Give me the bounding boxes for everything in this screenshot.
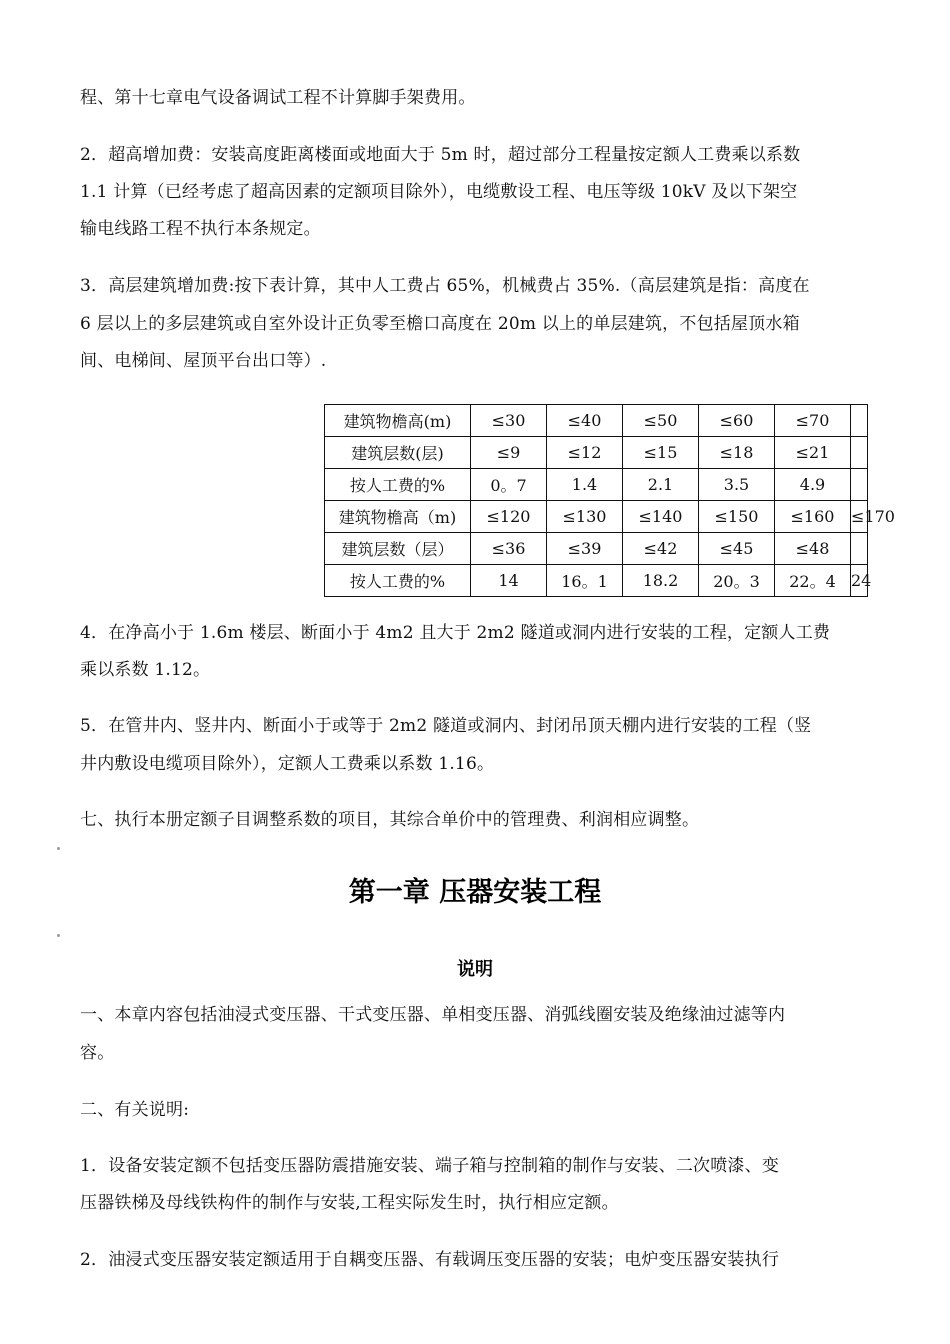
paragraph-line: 程、第十七章电气设备调试工程不计算脚手架费用。: [80, 88, 476, 108]
table-cell: ≤45: [699, 533, 775, 565]
table-cell: ≤36: [471, 533, 547, 565]
table-cell: ≤21: [775, 437, 851, 469]
table-cell: ≤60: [699, 405, 775, 437]
table-cell: [851, 437, 868, 469]
paragraph-line: 压器铁梯及母线铁构件的制作与安装,工程实际发生时，执行相应定额。: [80, 1193, 619, 1213]
table-row: [325, 437, 868, 469]
table-cell: ≤39: [547, 533, 623, 565]
table-cell: 4.9: [775, 469, 851, 501]
table-cell: [851, 469, 868, 501]
table-row-header: 建筑物檐高(m): [325, 405, 471, 437]
paragraph-line: 1.1 计算（已经考虑了超高因素的定额项目除外），电缆敷设工程、电压等级 10kV 及以下架空: [80, 182, 798, 202]
table-row-header: 按人工费的%: [325, 469, 471, 501]
table-row: [325, 533, 868, 565]
margin-mark: [57, 934, 60, 937]
margin-mark: [57, 847, 60, 850]
paragraph-line: 2．超高增加费：安装高度距离楼面或地面大于 5m 时，超过部分工程量按定额人工费乘以系数: [80, 145, 801, 165]
paragraph-line: 容。: [80, 1043, 115, 1063]
table-cell: 20。3: [699, 565, 775, 597]
table-cell: ≤42: [623, 533, 699, 565]
paragraph-line: 乘以系数 1.12。: [80, 660, 211, 680]
table-row: [325, 565, 868, 597]
table-row-header: 建筑层数（层）: [325, 533, 471, 565]
table-cell: 22。4: [775, 565, 851, 597]
table-cell: 3.5: [699, 469, 775, 501]
table-cell: ≤130: [547, 501, 623, 533]
paragraph-line: 3．高层建筑增加费:按下表计算，其中人工费占 65%，机械费占 35%.（高层建筑是指：高度在: [80, 276, 810, 296]
paragraph-line: 井内敷设电缆项目除外），定额人工费乘以系数 1.16。: [80, 754, 495, 774]
table-cell: 16。1: [547, 565, 623, 597]
table-cell: ≤15: [623, 437, 699, 469]
paragraph-line: 输电线路工程不执行本条规定。: [80, 219, 321, 239]
paragraph-line: 1．设备安装定额不包括变压器防震措施安装、端子箱与控制箱的制作与安装、二次喷漆、变: [80, 1156, 780, 1176]
table-cell: 18.2: [623, 565, 699, 597]
table-cell: ≤18: [699, 437, 775, 469]
table-cell: ≤70: [775, 405, 851, 437]
table-cell: ≤150: [699, 501, 775, 533]
table-cell: 1.4: [547, 469, 623, 501]
paragraph-line: 七、执行本册定额子目调整系数的项目，其综合单价中的管理费、利润相应调整。: [80, 810, 700, 830]
table-cell: ≤12: [547, 437, 623, 469]
table-cell: [851, 405, 868, 437]
table-cell: ≤120: [471, 501, 547, 533]
paragraph-line: 6 层以上的多层建筑或自室外设计正负零至檐口高度在 20m 以上的单层建筑，不包括屋顶水箱: [80, 314, 800, 334]
table-row-header: 建筑物檐高（m): [325, 501, 471, 533]
paragraph-line: 2．油浸式变压器安装定额适用于自耦变压器、有载调压变压器的安装；电炉变压器安装执行: [80, 1250, 780, 1270]
table-cell: 14: [471, 565, 547, 597]
table-cell: [851, 501, 895, 533]
table-row-header: 按人工费的%: [325, 565, 471, 597]
paragraph-line: 5．在管井内、竖井内、断面小于或等于 2m2 隧道或洞内、封闭吊顶天棚内进行安装的工程（竖: [80, 716, 812, 736]
table-cell: ≤9: [471, 437, 547, 469]
table-cell-extra: ≤170: [851, 507, 895, 526]
table-cell: 0。7: [471, 469, 547, 501]
section-title: 说明: [457, 959, 493, 980]
table-cell: ≤140: [623, 501, 699, 533]
table-row: [325, 405, 868, 437]
table-cell: [851, 533, 868, 565]
paragraph-line: 一、本章内容包括油浸式变压器、干式变压器、单相变压器、消弧线圈安装及绝缘油过滤等内: [80, 1005, 786, 1025]
paragraph-line: 4．在净高小于 1.6m 楼层、断面小于 4m2 且大于 2m2 隧道或洞内进行安装的工程，定额人工费: [80, 623, 831, 643]
table-cell: 2.1: [623, 469, 699, 501]
table-cell: ≤40: [547, 405, 623, 437]
table-cell: ≤160: [775, 501, 851, 533]
table-cell: ≤48: [775, 533, 851, 565]
paragraph-line: 二、有关说明:: [80, 1100, 190, 1120]
table-cell-extra: 24: [851, 571, 872, 590]
table-row: [325, 501, 868, 533]
table-cell: ≤50: [623, 405, 699, 437]
table-cell: ≤30: [471, 405, 547, 437]
paragraph-line: 间、电梯间、屋顶平台出口等）.: [80, 351, 327, 371]
table-row: [325, 469, 868, 501]
chapter-title: 第一章 压器安装工程: [348, 877, 602, 908]
high-rise-rate-table: [324, 404, 895, 597]
table-row-header: 建筑层数(层): [325, 437, 471, 469]
table-cell: [851, 565, 872, 597]
